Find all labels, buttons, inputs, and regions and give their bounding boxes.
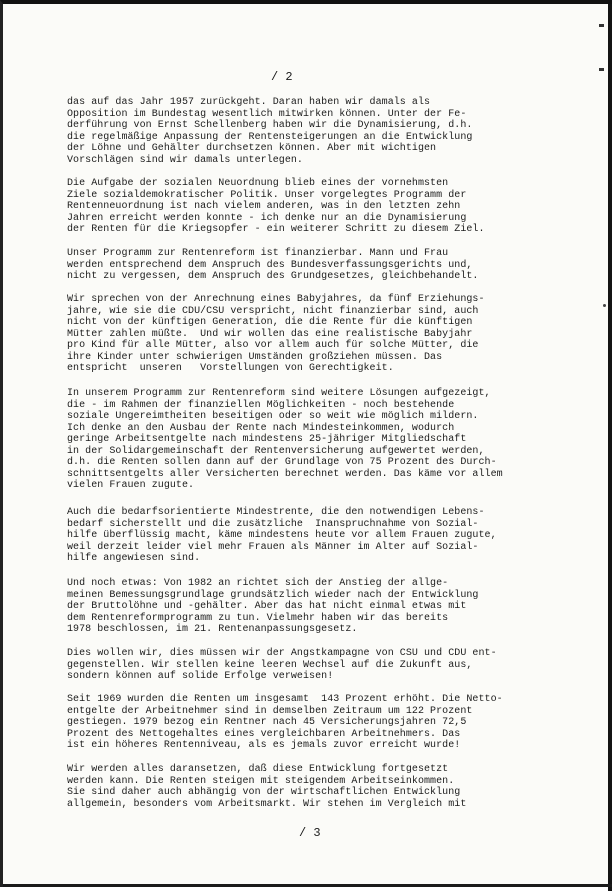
text-line: Mütter zahlen müßte. Und wir wollen das eine realistische Babyjahr	[67, 328, 473, 340]
text-line: 1978 beschlossen, im 21. Rentenanpassungsgesetz.	[67, 624, 358, 635]
text-line: soziale Ungereimtheiten beseitigen oder so weit wie möglich mildern.	[67, 411, 479, 422]
text-line: d.h. die Renten sollen dann auf der Grundlage von 75 Prozent des Durch-	[67, 457, 497, 468]
text-line: Opposition im Bundestag wesentlich mitwirken können. Unter der Fe-	[67, 108, 467, 120]
text-line: gestiegen. 1979 bezog ein Rentner nach 45 Versicherungsjahren 72,5	[67, 717, 467, 728]
text-line: ihre Kinder unter schwierigen Umständen großziehen müssen. Das	[67, 351, 443, 363]
text-line: weil derzeit leider viel mehr Frauen als Männer im Alter auf Sozial-	[67, 541, 479, 553]
text-line: hilfe angewiesen sind.	[67, 553, 201, 564]
paragraph-4	[67, 294, 567, 375]
paragraph-7	[67, 578, 567, 636]
text-line: Prozent des Nettogehaltes eines vergleichbaren Arbeitnehmers. Das	[67, 728, 461, 740]
text-line: derführung von Ernst Schellenberg haben wir die Dynamisierung, d.h.	[67, 120, 473, 131]
text-line: meinen Bemessungsgrundlage grundsätzlich wieder nach der Entwicklung	[67, 589, 479, 601]
text-line: werden kann. Die Renten steigen mit steigendem Arbeitseinkommen.	[67, 775, 455, 787]
text-line: ist ein höheres Rentenniveau, als es jemals zuvor erreicht wurde!	[67, 740, 461, 751]
text-line: Und noch etwas: Von 1982 an richtet sich der Anstieg der allge-	[67, 578, 449, 589]
text-line: Vorschlägen sind wir damals unterlegen.	[67, 154, 303, 166]
text-line: pro Kind für alle Mütter, also vor allem auch für solche Mütter, die	[67, 340, 479, 351]
text-line: Wir werden alles daransetzen, daß diese Entwicklung fortgesetzt	[67, 764, 449, 775]
scan-speck	[603, 304, 606, 307]
footer-page-number: / 3	[299, 826, 321, 840]
text-line: werden entsprechend dem Anspruch des Bundesverfassungsgerichts und,	[67, 259, 473, 271]
text-line: Wir sprechen von der Anrechnung eines Babyjahres, da fünf Erziehungs-	[67, 294, 485, 305]
text-line: Seit 1969 wurden die Renten um insgesamt 143 Prozent erhöht. Die Netto-	[67, 694, 503, 705]
text-line: Rentenneuordnung ist nach vielem anderen, was in den letzten zehn	[67, 201, 461, 212]
text-line: geringe Arbeitsentgelte nach mindestens 25-jähriger Mitgliedschaft	[67, 434, 467, 445]
text-line: Unser Programm zur Rentenreform ist finanzierbar. Mann und Frau	[67, 248, 449, 259]
text-line: Dies wollen wir, dies müssen wir der Angstkampagne von CSU und CDU ent-	[67, 648, 497, 659]
text-line: entgelte der Arbeitnehmer sind in demselben Zeitraum um 122 Prozent	[67, 705, 473, 717]
text-line: Die Aufgabe der sozialen Neuordnung blieb eines der vornehmsten	[67, 178, 449, 189]
text-line: die - im Rahmen der finanziellen Möglichkeiten - noch bestehende	[67, 399, 455, 411]
paragraph-2	[67, 178, 567, 236]
paragraph-10	[67, 764, 567, 810]
text-line: Sie sind daher auch abhängig von der wirtschaftlichen Entwicklung	[67, 787, 461, 798]
paragraph-1	[67, 97, 567, 166]
text-line: Ich denke an den Ausbau der Rente nach Mindesteinkommen, wodurch	[67, 422, 455, 434]
text-line: in der Solidargemeinschaft der Rentenversicherung aufgewertet werden,	[67, 445, 485, 457]
text-line: der Löhne und Gehälter durchsetzen können. Aber mit wichtigen	[67, 143, 437, 154]
text-line: Auch die bedarfsorientierte Mindestrente, die den notwendigen Lebens-	[67, 507, 485, 518]
text-line: Ziele sozialdemokratischer Politik. Unser vorgelegtes Programm der	[67, 189, 467, 201]
text-line: allgemein, besonders vom Arbeitsmarkt. Wir stehen im Vergleich mit	[67, 798, 467, 810]
paragraph-9	[67, 694, 567, 752]
text-line: Jahren erreicht werden konnte - ich denke nur an die Dynamisierung	[67, 212, 467, 224]
text-line: der Bruttolöhne und -gehälter. Aber das hat nicht einmal etwas mit	[67, 601, 467, 612]
text-line: der Renten für die Kriegsopfer - ein weiterer Schritt zu diesem Ziel.	[67, 224, 485, 235]
paragraph-6	[67, 507, 567, 565]
scan-right-border	[608, 4, 612, 891]
text-line: bedarf sicherstellt und die zusätzliche Inanspruchnahme von Sozial-	[67, 518, 479, 530]
text-line: jahre, wie sie die CDU/CSU verspricht, nicht finanzierbar sind, auch	[67, 305, 479, 317]
text-line: dem Rentenreformprogramm zu tun. Vielmehr haben wir das bereits	[67, 612, 449, 624]
paragraph-5	[67, 388, 567, 492]
text-line: vielen Frauen zugute.	[67, 480, 195, 491]
text-line: sondern können auf solide Erfolge verweisen!	[67, 671, 334, 682]
text-line: die regelmäßige Anpassung der Rentensteigerungen an die Entwicklung	[67, 131, 473, 143]
text-line: schnittsentgelts aller Versicherten berechnet werden. Das käme vor allem	[67, 468, 503, 480]
scan-edge-mark	[599, 68, 604, 71]
header-page-number: / 2	[271, 70, 293, 84]
text-line: entspricht unseren Vorstellungen von Gerechtigkeit.	[67, 363, 394, 374]
text-line: das auf das Jahr 1957 zurückgeht. Daran haben wir damals als	[67, 97, 431, 108]
scan-edge-mark	[599, 24, 604, 27]
text-line: In unserem Programm zur Rentenreform sind weitere Lösungen aufgezeigt,	[67, 388, 491, 399]
text-line: hilfe überflüssig macht, käme mindestens heute vor allem Frauen zugute,	[67, 530, 497, 541]
text-line: nicht von der künftigen Generation, die die Rente für die künftigen	[67, 317, 473, 328]
text-line: gegenstellen. Wir stellen keine leeren Wechsel auf die Zukunft aus,	[67, 659, 473, 671]
text-line: nicht zu vergessen, dem Anspruch des Grundgesetzes, gleichbehandelt.	[67, 271, 479, 282]
paragraph-8	[67, 648, 567, 683]
paragraph-3	[67, 248, 567, 283]
